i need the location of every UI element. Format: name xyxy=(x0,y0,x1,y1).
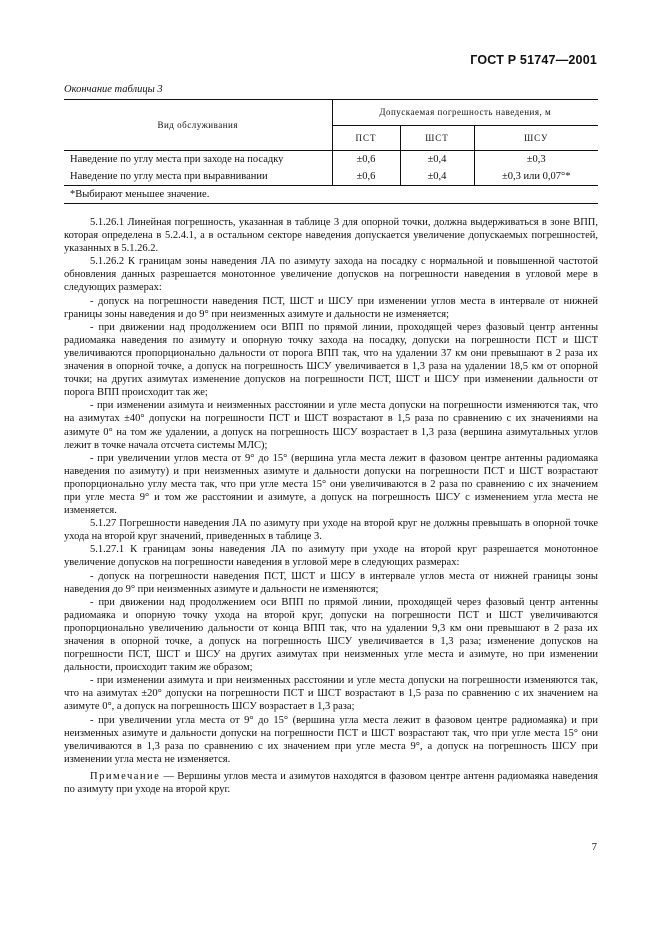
cell-service: Наведение по углу места при выравнивании xyxy=(64,168,332,186)
table-row xyxy=(64,151,598,169)
list-item: - допуск на погрешности наведения ПСТ, ШСТ и ШСУ при изменении углов места в интервале от нижней границы зоны наведения и до 9° при неизменных азимуте и дальности не изменяется; xyxy=(64,295,598,320)
list-item: - при изменении азимута и при неизменных расстоянии и угле места допуски на погрешности изменяются так, что на азимутах ±20° допуски на погрешности ПСТ и ШСТ возрастают в 1,5 раза по сравнению с их значением на азимуте 0°, а допуск на погрешность ШСУ возрастает в 1,3 раза; xyxy=(64,675,598,713)
paragraph-5-1-27-1: 5.1.27.1 К границам зоны наведения ЛА по азимуту при уходе на второй круг разрешается монотонное увеличение допусков на погрешности наведения в угловой мере в следующих размерах: xyxy=(64,544,598,569)
standard-header: ГОСТ Р 51747—2001 xyxy=(470,53,597,67)
cell-service: Наведение по углу места при заходе на посадку xyxy=(64,151,332,169)
cell-shst: ±0,4 xyxy=(400,168,474,186)
cell-shsu: ±0,3 xyxy=(526,154,546,165)
cell-shsu: ±0,3 или 0,07°* xyxy=(474,168,598,186)
table-row xyxy=(64,168,598,186)
table-footnote: *Выбирают меньшее значение. xyxy=(64,186,598,204)
body-text xyxy=(64,216,598,796)
table-caption: Окончание таблицы 3 xyxy=(64,84,163,95)
note-label: Примечание xyxy=(90,770,161,782)
list-item: - при увеличении угла места от 9° до 15° (вершина угла места лежит в фазовом центре радиомаяка) и при неизменных азимуте и дальности допуски на погрешности ПСТ и ШСТ возрастают так, что при угле места 15° они увеличиваются в 1,3 раза по сравнению с их значением при угле места 9°, а допуск на погрешность ШСУ при изменении угла места не изменяется. xyxy=(64,714,598,765)
cell-pst: ±0,6 xyxy=(332,168,400,186)
header-pst: ПСТ xyxy=(332,125,400,151)
note-text: — Вершины углов места и азимутов находятся в фазовом центре антенн радиомаяка наведения по азимуту при уходе на второй круг. xyxy=(64,770,598,796)
header-service: Вид обслуживания xyxy=(64,100,332,151)
paragraph-5-1-26-1: 5.1.26.1 Линейная погрешность, указанная в таблице 3 для опорной точки, должна выдерживаться в зоне ВПП, которая определена в 5.2.4.1, а в остальном секторе наведения допускается увеличение допускаемых погрешностей, указанных в 5.1.26.2. xyxy=(64,217,598,255)
tolerance-table xyxy=(64,99,598,204)
list-item: - допуск на погрешности наведения ПСТ, ШСТ и ШСУ в интервале углов места от нижней границы зоны наведения до 9° при неизменных азимуте и дальности не изменяются; xyxy=(64,570,598,595)
note xyxy=(64,770,598,796)
cell-shst: ±0,4 xyxy=(400,151,474,169)
cell-pst: ±0,6 xyxy=(332,151,400,169)
list-item: - при движении над продолжением оси ВПП по прямой линии, проходящей через фазовый центр антенны радиомаяка и опорную точку ухода на второй круг, допуски на погрешности ПСТ и ШСТ увеличиваются пропорционально увеличению дальности от конца ВПП так, что на удалении 9,3 км они превышают в 2 раза их значения в опорной точке, а допуск на погрешность ШСУ увеличивается в 1,3 раза; изменение допусков на погрешности ПСТ, ШСТ и ШСУ на других азимутах при неизменных угле места и азимуте, но при изменении дальности, происходит таким же образом; xyxy=(64,596,598,674)
paragraph-5-1-26-2: 5.1.26.2 К границам зоны наведения ЛА по азимуту захода на посадку с нормальной и повышенной частотой обновления данных разрешается монотонное увеличение допусков на погрешности наведения в угловой мере в следующих размерах: xyxy=(64,256,598,294)
list-item: - при увеличении углов места от 9° до 15° (вершина угла места лежит в фазовом центре антенны радиомаяка наведения по азимуту) и при неизменных азимуте и дальности допуски на погрешности ПСТ и ШСТ возрастают пропорционально углу места так, что при угле места 15° они увеличиваются в 2 раза по сравнению с их значением при угле места 9° и том же расстоянии и азимуте, а допуск на погрешность ШСУ с изменением угла места не изменяется. xyxy=(64,452,598,517)
header-tolerance-group: Допускаемая погрешность наведения, м xyxy=(332,100,598,126)
list-item: - при движении над продолжением оси ВПП по прямой линии, проходящей через фазовый центр антенны радиомаяка наведения по азимуту и опорную точку захода на посадку, допуски на погрешности ПСТ и ШСТ увеличиваются пропорционально дальности от порога ВПП так, что на удалении 37 км они превышают в 2 раза их значения в опорной точке, а допуск на погрешность ШСУ увеличивается в 1,3 раза на удалении 18,5 км от опорной точки; на других азимутах изменение допусков на погрешности ПСТ, ШСТ и ШСУ при изменении дальности от порога ВПП происходит так же; xyxy=(64,321,598,399)
list-item: - при изменении азимута и неизменных расстоянии и угле места допуски на погрешности изменяются так, что на азимутах ±40° допуски на погрешности ПСТ и ШСТ возрастают в 1,5 раза по сравнению с их значениями на азимуте 0° на том же удалении, а допуск на погрешность ШСУ возрастает в 1,3 раза (вершина азимутальных углов лежит в точке начала отсчета системы МЛС); xyxy=(64,400,598,451)
header-shst: ШСТ xyxy=(400,125,474,151)
page-number: 7 xyxy=(591,842,597,853)
header-shsu: ШСУ xyxy=(474,125,598,151)
paragraph-5-1-27: 5.1.27 Погрешности наведения ЛА по азимуту при уходе на второй круг не должны превышать в опорной точке ухода на второй круг значений, приведенных в таблице 3. xyxy=(64,518,598,543)
